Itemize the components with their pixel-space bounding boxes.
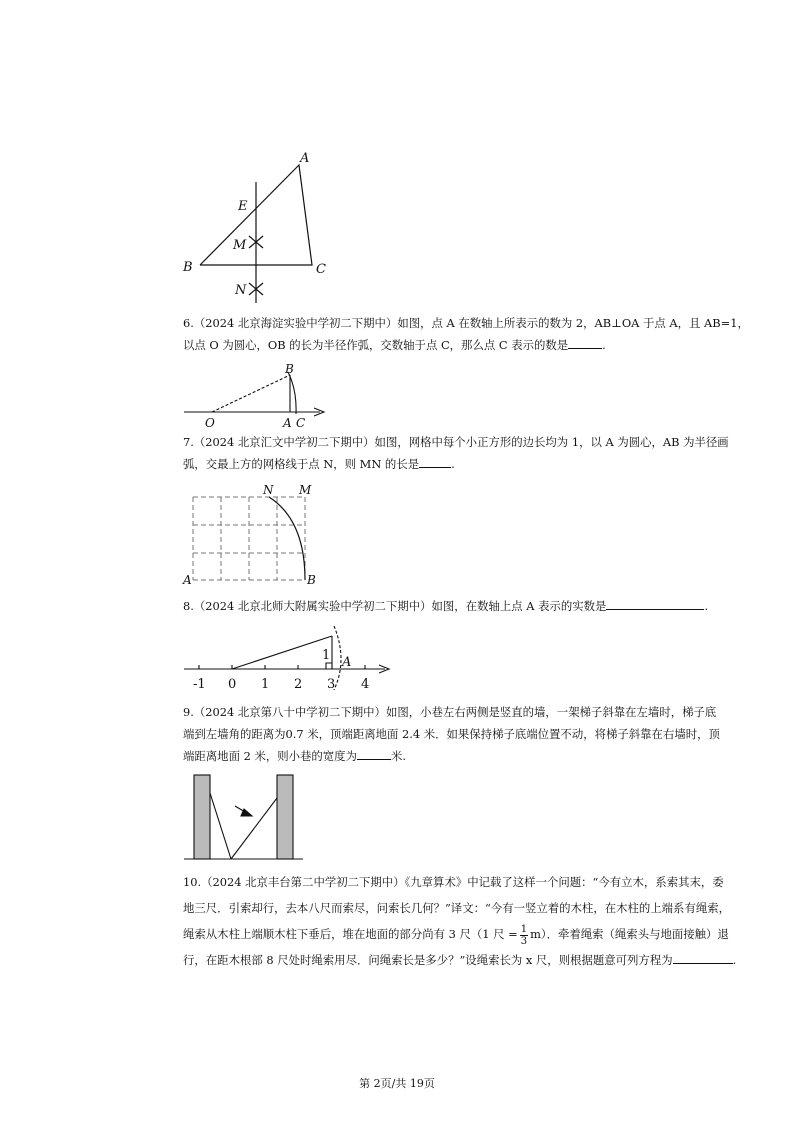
label-c: C [316,262,326,277]
q6-arc [288,372,296,414]
q6-label-o: O [205,416,215,430]
q9-line3: 端距离地面 2 米，则小巷的宽度为 米. [183,745,759,767]
question-10 [183,869,759,973]
fraction: $\frac{1}{3}$ [520,923,528,947]
q8-tick-neg1: -1 [193,677,206,692]
label-m: M [233,238,247,253]
q7-line2: 弧，交最上方的网格线于点 N，则 MN 的长是 . [183,453,759,475]
label-a: A [300,151,310,166]
q8-tick-3: 3 [327,677,336,692]
q9-line1: 9.（2024 北京第八十中学初二下期中）如图，小巷左右两侧是竖直的墙，一架梯子斜靠在左墙时，梯子底 [183,705,717,719]
q6-line2: 以点 O 为圆心，OB 的长为半径作弧，交数轴于点 C，那么点 C 表示的数是 . [183,334,759,356]
q8-height-label: 1 [322,648,331,663]
q7-label-b: B [307,573,316,587]
q7-grid [193,497,305,580]
q8-label-a: A [342,655,352,670]
q6-label-a: A [283,416,292,430]
triangle-figure [200,165,312,303]
q6-segment-ob [212,375,290,412]
q6-label-b: B [285,362,294,376]
question-9 [183,701,759,767]
q7-label-m: M [299,483,312,497]
q8-tick-0: 0 [228,677,237,692]
q8-figure [184,626,389,690]
q9-left-wall [194,775,210,859]
question-8 [183,595,759,617]
q8-right-angle [326,663,332,669]
q8-line1: 8.（2024 北京北师大附属实验中学初二下期中）如图，在数轴上点 A 表示的实数是 . [183,595,759,617]
q10-line4: 行，在距木根部 8 尺处时绳索用尽．问绳索长是多少？”设绳索长为 x 尺，则根据题意可列方程为 . [183,947,759,973]
q8-hypotenuse [232,636,332,669]
q9-ladder-left [210,793,231,859]
question-7 [183,431,759,475]
label-n: N [235,283,247,298]
q9-figure [184,775,303,859]
q8-tick-2: 2 [294,677,303,692]
q7-line1: 7.（2024 北京汇文中学初二下期中）如图，网格中每个小正方形的边长均为 1，以 A 为圆心，AB 为半径画 [183,435,729,449]
q6-label-c: C [296,416,306,430]
q9-right-wall [277,775,293,859]
q6-line1: 6.（2024 北京海淀实验中学初二下期中）如图，点 A 在数轴上所表示的数为 2，AB⊥OA 于点 A，且 AB=1， [183,316,749,330]
q8-tick-4: 4 [361,677,370,692]
q10-line2: 地三尺．引索却行，去本八尺而索尽，问索长几何？”译文：“今有一竖立着的木柱，在木柱的上端系有绳索， [183,901,731,915]
q9-line2: 端到左墙角的距离为0.7 米，顶端距离地面 2.4 米．如果保持梯子底端位置不动，将梯子斜靠在右墙时，顶 [183,727,720,741]
label-e: E [238,199,248,214]
q7-arc [269,497,305,580]
q7-label-n: N [263,483,274,497]
q6-figure [184,372,324,416]
q7-label-a: A [183,573,192,587]
q10-line1: 10.（2024 北京丰台第二中学初二下期中）《九章算术》中记载了这样一个问题：“今有立木，系索其末，委 [183,875,724,889]
q10-line3: 绳索从木柱上端顺木柱下垂后，堆在地面的部分尚有 3 尺（1 尺 = $\frac{1}{3}$ m）．牵着绳索（绳索头与地面接触）退 [183,923,729,947]
q8-tick-1: 1 [261,677,270,692]
label-b: B [183,260,193,275]
page-footer: 第 2页/共 19页 [359,1077,435,1090]
question-6 [183,312,759,356]
